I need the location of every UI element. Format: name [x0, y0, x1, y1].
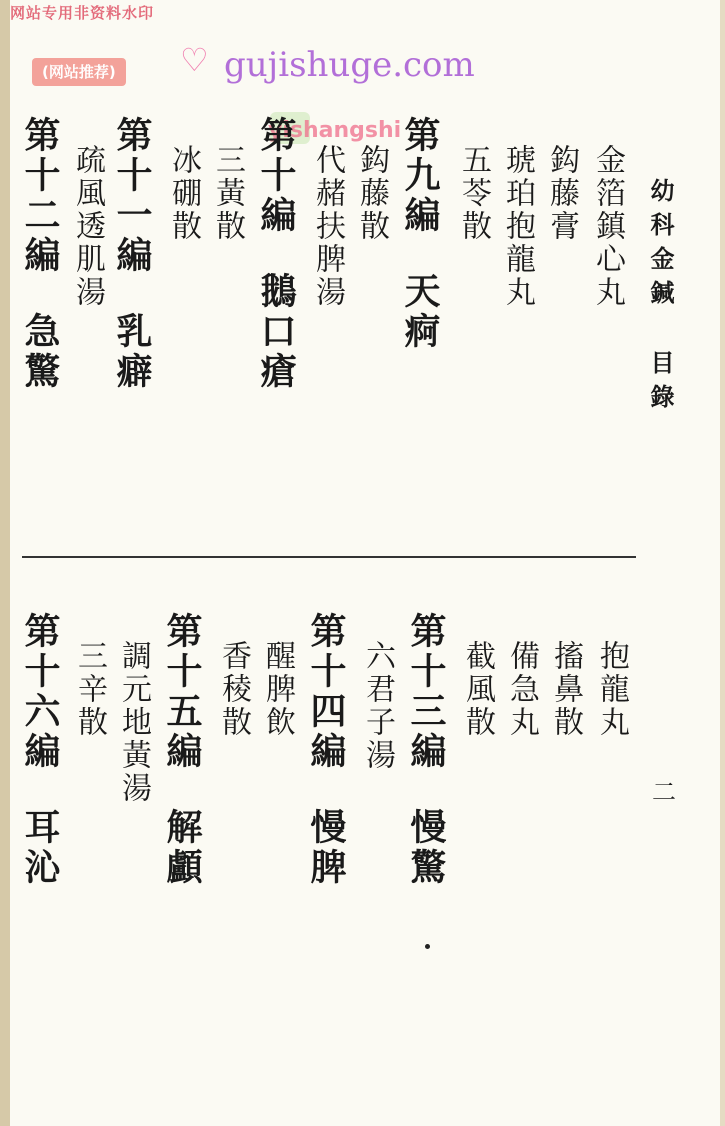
list-item: 冰硼散: [166, 144, 201, 243]
list-item: 調元地黃湯: [116, 640, 151, 805]
list-item: 搐鼻散: [548, 640, 583, 739]
page-left-edge: [0, 0, 10, 1126]
horizontal-divider: [22, 556, 636, 558]
chapter-heading: 第十六編耳沁: [19, 612, 61, 888]
page-number: 二: [652, 778, 676, 806]
watermark-url: gujishuge.com: [224, 45, 475, 85]
list-item: 截風散: [460, 640, 495, 739]
running-head: [646, 178, 675, 418]
list-item: 三辛散: [72, 640, 107, 739]
book-title: 幼科金鍼: [646, 178, 675, 314]
ink-speck: [425, 944, 430, 949]
heart-icon: ♡: [180, 41, 209, 79]
list-item: 金箔鎮心丸: [590, 144, 625, 309]
section-title: 目錄: [646, 350, 675, 418]
chapter-heading: 第十四編慢脾: [305, 612, 347, 888]
list-item: 五苓散: [456, 144, 491, 243]
list-item: 鈎藤膏: [544, 144, 579, 243]
list-item: 琥珀抱龍丸: [500, 144, 535, 309]
list-item: 抱龍丸: [594, 640, 629, 739]
chapter-heading: 第九編天痾: [399, 116, 441, 352]
list-item: 鈎藤散: [354, 144, 389, 243]
chapter-heading: 第十一編乳癖: [111, 116, 153, 392]
list-item: 香稜散: [216, 640, 251, 739]
list-item: 六君子湯: [360, 640, 395, 772]
list-item: 代赭扶脾湯: [310, 144, 345, 309]
watermark-badge: (网站推荐): [32, 58, 126, 86]
chapter-heading: 第十三編慢驚: [405, 612, 447, 888]
page-right-edge: [720, 0, 725, 1126]
watermark-mid-text: yishangshi: [268, 118, 402, 143]
chapter-heading: 第十編鵝口瘡: [255, 116, 297, 392]
list-item: 醒脾飲: [260, 640, 295, 739]
chapter-heading: 第十五編解顱: [161, 612, 203, 888]
list-item: 三黃散: [210, 144, 245, 243]
watermark-top-text: 网站专用非资料水印: [10, 4, 155, 22]
list-item: 疏風透肌湯: [70, 144, 105, 309]
chapter-heading: 第十二編急驚: [19, 116, 61, 392]
list-item: 備急丸: [504, 640, 539, 739]
